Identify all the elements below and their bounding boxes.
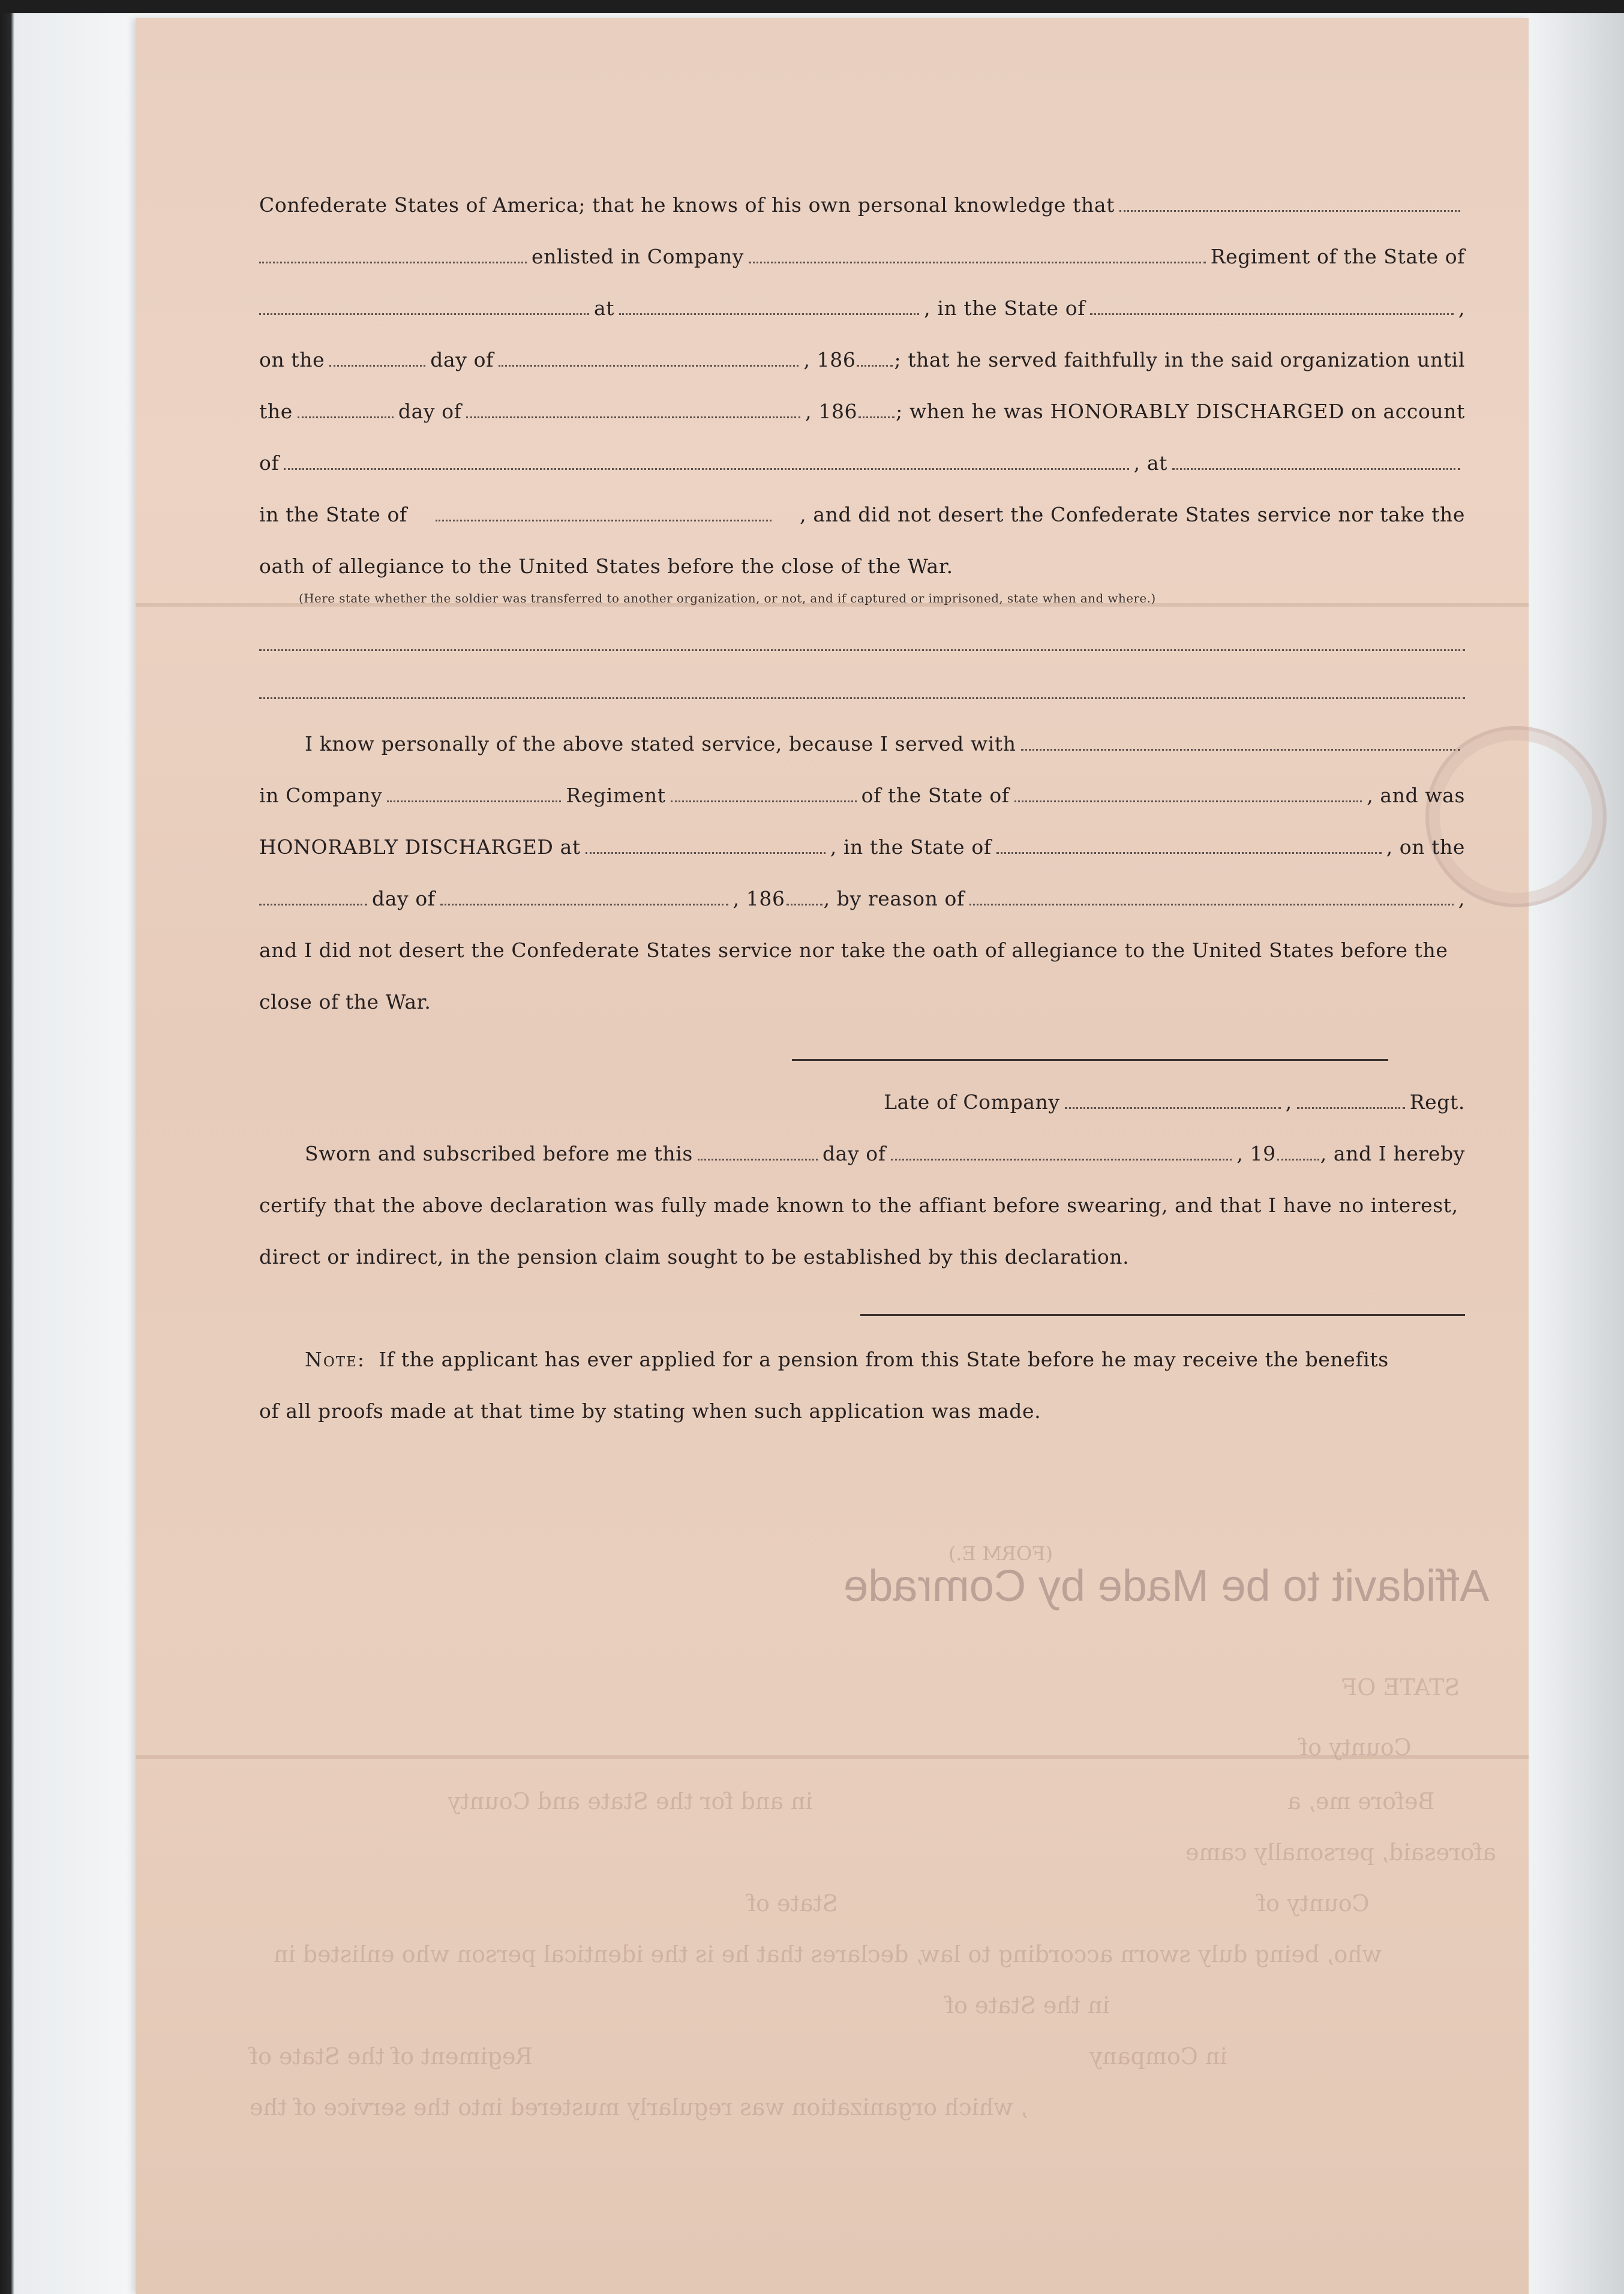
signature-line bbox=[860, 1314, 1465, 1316]
affidavit-line-13 bbox=[259, 938, 1465, 967]
text: in Company bbox=[259, 784, 383, 807]
text: the bbox=[259, 400, 293, 423]
affidavit-line-14 bbox=[259, 990, 1465, 1019]
text: of the State of bbox=[861, 784, 1010, 807]
bleed-line: in Company bbox=[1089, 2043, 1227, 2070]
blank bbox=[284, 455, 1128, 470]
blank bbox=[259, 248, 527, 263]
blank-line bbox=[259, 684, 1465, 713]
affidavit-line-16 bbox=[305, 1142, 1465, 1171]
affidavit-line-3 bbox=[259, 296, 1465, 325]
blank bbox=[671, 787, 857, 802]
bleed-line: in and for the State and County bbox=[448, 1788, 813, 1815]
bleed-line: , which organization was regularly mustered into the service of the bbox=[250, 2094, 1028, 2121]
affidavit-line-1 bbox=[259, 193, 1465, 222]
affidavit-line-20 bbox=[259, 1399, 1465, 1428]
text: , and did not desert the Confederate States service nor take the bbox=[800, 503, 1465, 526]
text: , 19 bbox=[1236, 1142, 1276, 1165]
blank bbox=[440, 890, 728, 905]
affidavit-line-17 bbox=[259, 1194, 1465, 1222]
affidavit-line-8 bbox=[259, 554, 1465, 583]
blank bbox=[1065, 1094, 1281, 1109]
affidavit-line-10 bbox=[259, 784, 1465, 812]
blank bbox=[1021, 736, 1460, 751]
bleed-line: aforesaid, personally came bbox=[1185, 1839, 1496, 1866]
text: HONORABLY DISCHARGED at bbox=[259, 835, 581, 859]
text: in the State of bbox=[259, 503, 407, 526]
text: , 186 bbox=[733, 887, 785, 910]
blank bbox=[969, 890, 1454, 905]
text: day of bbox=[430, 348, 494, 371]
text: , on the bbox=[1386, 835, 1465, 859]
text: close of the War. bbox=[259, 990, 431, 1013]
note-line bbox=[305, 1348, 1465, 1377]
bleed-title: Affidavit to be Made by Comrade bbox=[843, 1561, 1490, 1611]
bleed-line: Before me, a bbox=[1287, 1788, 1435, 1815]
blank bbox=[619, 300, 919, 315]
text: Regiment of the State of bbox=[1210, 245, 1465, 268]
text: Regt. bbox=[1409, 1090, 1465, 1114]
bleed-line: Regiment of the State of bbox=[250, 2043, 533, 2070]
text: , bbox=[1285, 1090, 1292, 1114]
text: of all proofs made at that time by stating when such application was made. bbox=[259, 1399, 1041, 1423]
text: , in the State of bbox=[830, 835, 992, 859]
text: , bbox=[1458, 887, 1465, 910]
text: at bbox=[594, 296, 615, 320]
blank bbox=[259, 684, 1465, 699]
affidavit-line-12 bbox=[259, 887, 1465, 916]
blank bbox=[1119, 197, 1460, 212]
blank bbox=[749, 248, 1206, 263]
blank bbox=[259, 636, 1465, 651]
blank bbox=[1277, 1145, 1319, 1161]
text: certify that the above declaration was fully made known to the affiant before swearing, and that I have no interest, bbox=[259, 1194, 1458, 1217]
blank bbox=[1090, 300, 1454, 315]
text: direct or indirect, in the pension claim sought to be established by this declaration. bbox=[259, 1245, 1130, 1269]
text: oath of allegiance to the United States before the close of the War. bbox=[259, 554, 953, 578]
bleed-line: County of bbox=[1257, 1890, 1370, 1917]
text: , and I hereby bbox=[1320, 1142, 1465, 1165]
bleed-line: State of bbox=[748, 1890, 838, 1917]
text: Regiment bbox=[566, 784, 666, 807]
affidavit-line-9 bbox=[305, 732, 1465, 761]
blank bbox=[586, 839, 825, 854]
blank bbox=[698, 1145, 818, 1161]
text: , at bbox=[1133, 451, 1167, 475]
text: ; when he was HONORABLY DISCHARGED on account bbox=[896, 400, 1465, 423]
text: , 186 bbox=[805, 400, 858, 423]
signature-line bbox=[792, 1059, 1388, 1061]
text: ; that he served faithfully in the said organization until bbox=[894, 348, 1465, 371]
text: , bbox=[1458, 296, 1465, 320]
affidavit-line-11 bbox=[259, 835, 1465, 864]
text: day of bbox=[372, 887, 436, 910]
text: Late of Company bbox=[884, 1090, 1060, 1114]
blank bbox=[857, 352, 893, 367]
blank bbox=[1172, 455, 1460, 470]
affidavit-line-4 bbox=[259, 348, 1465, 377]
text: on the bbox=[259, 348, 325, 371]
blank bbox=[466, 403, 800, 418]
blank bbox=[329, 352, 425, 367]
blank bbox=[787, 890, 822, 905]
bleed-line: who, being duly sworn according to law, declares that he is the identical person who enlisted in bbox=[274, 1941, 1382, 1968]
text: Confederate States of America; that he knows of his own personal knowledge that bbox=[259, 193, 1115, 217]
text: , and was bbox=[1367, 784, 1465, 807]
blank bbox=[259, 300, 589, 315]
text: , in the State of bbox=[924, 296, 1086, 320]
blank bbox=[499, 352, 799, 367]
blank-line bbox=[259, 636, 1465, 665]
text: of bbox=[259, 451, 280, 475]
bleed-line: in the State of bbox=[945, 1992, 1110, 2019]
blank bbox=[1014, 787, 1362, 802]
text: day of bbox=[398, 400, 462, 423]
affidavit-line-6 bbox=[259, 451, 1465, 480]
affidavit-line-5 bbox=[259, 400, 1465, 428]
blank bbox=[996, 839, 1382, 854]
blank bbox=[259, 890, 367, 905]
affidavit-line-15 bbox=[259, 1090, 1465, 1119]
bleed-line: County of bbox=[1299, 1734, 1412, 1761]
affidavit-line-18 bbox=[259, 1245, 1465, 1274]
blank bbox=[858, 403, 894, 418]
instruction-note: (Here state whether the soldier was transferred to another organization, or not, and if captured or imprisoned, state when and where.) bbox=[299, 591, 1156, 605]
text: and I did not desert the Confederate States service nor take the oath of allegiance to the United States before the bbox=[259, 938, 1448, 962]
text: enlisted in Company bbox=[532, 245, 745, 268]
text: I know personally of the above stated service, because I served with bbox=[305, 732, 1016, 755]
note-text: If the applicant has ever applied for a pension from this State before he may receive the benefits bbox=[379, 1348, 1389, 1371]
bleed-line: STATE OF bbox=[1341, 1674, 1460, 1701]
text: , by reason of bbox=[823, 887, 965, 910]
blank bbox=[436, 506, 772, 521]
affidavit-line-7 bbox=[259, 503, 1465, 532]
text: Sworn and subscribed before me this bbox=[305, 1142, 693, 1165]
blank bbox=[891, 1145, 1232, 1161]
bleed-form-label: (FORM E.) bbox=[948, 1542, 1053, 1565]
text: day of bbox=[822, 1142, 886, 1165]
scanner-edge bbox=[0, 0, 1624, 13]
affidavit-line-2 bbox=[259, 245, 1465, 274]
blank bbox=[387, 787, 561, 802]
blank bbox=[298, 403, 394, 418]
text: , 186 bbox=[803, 348, 856, 371]
note-label: Note: bbox=[305, 1348, 365, 1371]
blank bbox=[1297, 1094, 1405, 1109]
